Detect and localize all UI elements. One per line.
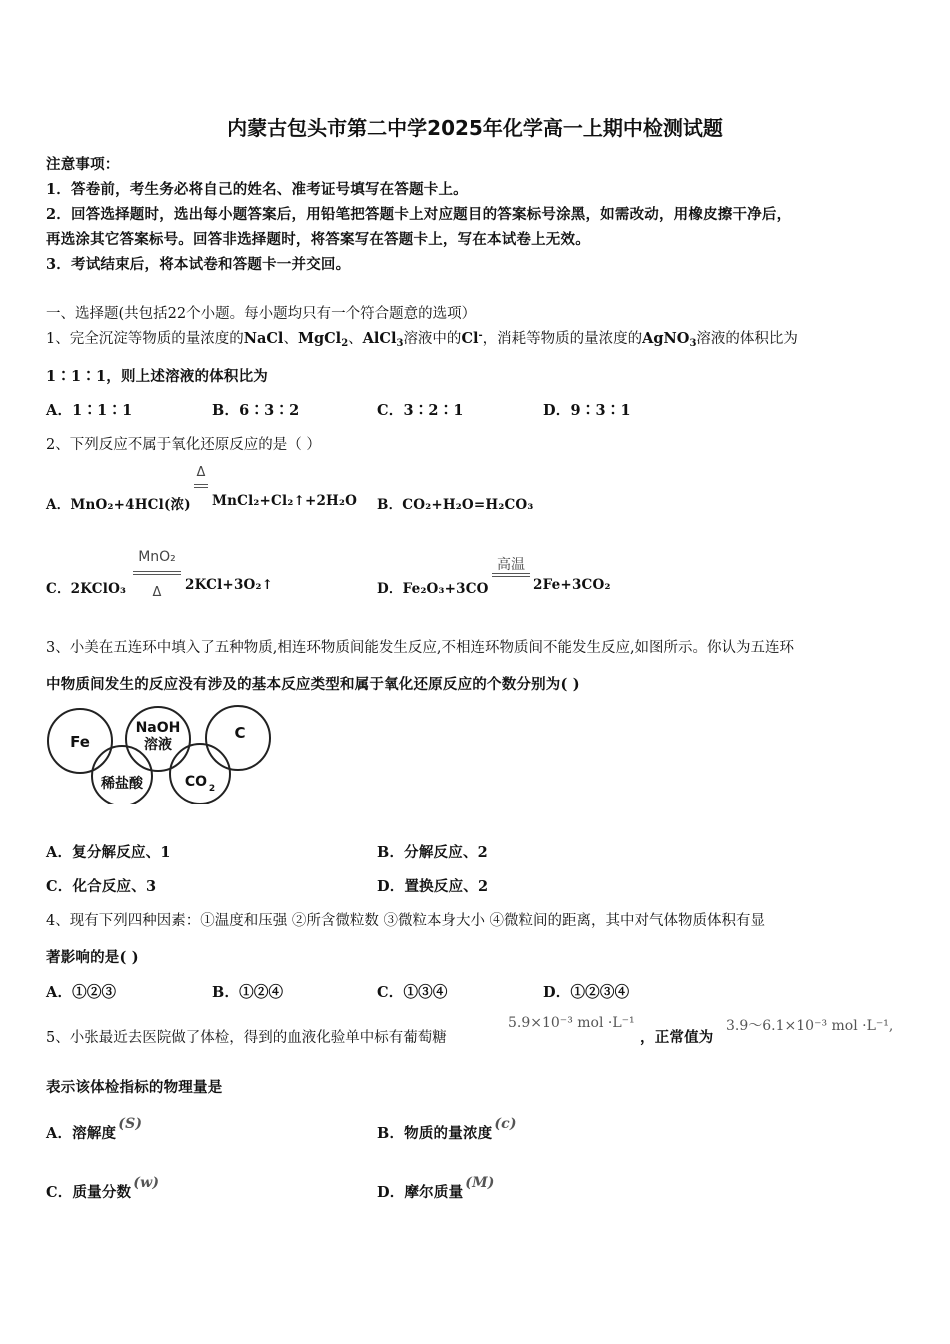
heat-condition: Δ xyxy=(152,585,162,600)
option-label: D．摩尔质量 xyxy=(377,1184,464,1201)
q3-option-a[interactable]: A．复分解反应、1 xyxy=(46,844,171,861)
catalyst-condition: MnO₂ xyxy=(138,549,176,565)
equals-sign xyxy=(133,571,181,575)
q2-option-b[interactable]: B．CO₂+H₂O=H₂CO₃ xyxy=(377,497,534,513)
notice-item: 3．考试结束后，将本试卷和答题卡一并交回。 xyxy=(46,256,351,273)
q4-option-d[interactable]: D．①②③④ xyxy=(543,984,630,1001)
q2-option-d-right: 2Fe+3CO₂ xyxy=(533,577,611,593)
q3-option-c[interactable]: C．化合反应、3 xyxy=(46,878,157,895)
q2-option-c-right: 2KCl+3O₂↑ xyxy=(185,577,274,593)
q4-option-a[interactable]: A．①②③ xyxy=(46,984,117,1001)
ring-label: 稀盐酸 xyxy=(101,776,143,792)
q1-text: ，消耗等物质的量浓度的 xyxy=(482,331,643,347)
option-label: C．质量分数 xyxy=(46,1184,132,1201)
q1-text: 1、完全沉淀等物质的量浓度的 xyxy=(46,331,244,347)
ring-label: NaOH xyxy=(135,720,181,736)
notice-item: 1．答卷前，考生务必将自己的姓名、准考证号填写在答题卡上。 xyxy=(46,181,468,198)
q1-text: 溶液中的 xyxy=(403,331,462,347)
q2-option-c-left[interactable]: C．2KClO₃ xyxy=(46,581,127,597)
question-3-line2: 中物质间发生的反应没有涉及的基本反应类型和属于氧化还原反应的个数分别为( ) xyxy=(46,676,580,693)
high-temp-condition: 高温 xyxy=(497,557,525,573)
q5-option-a[interactable] xyxy=(46,1116,143,1143)
equals-sign xyxy=(492,573,530,577)
q1-sep: 、 xyxy=(283,331,298,347)
q1-cl: Cl- xyxy=(461,330,483,347)
q1-option-d[interactable]: D．9∶3∶1 xyxy=(543,402,631,419)
page-title: 内蒙古包头市第二中学2025年化学高一上期中检测试题 xyxy=(227,116,723,140)
notice-item: 再选涂其它答案标号。回答非选择题时，将答案写在答题卡上，写在本试卷上无效。 xyxy=(46,231,590,248)
question-2-stem: 2、下列反应不属于氧化还原反应的是（ ） xyxy=(46,437,321,453)
question-4-line2: 著影响的是( ) xyxy=(46,949,139,966)
ring-label: 溶液 xyxy=(144,737,172,753)
question-5-line2: 表示该体检指标的物理量是 xyxy=(46,1079,223,1096)
q4-option-c[interactable]: C．①③④ xyxy=(377,984,448,1001)
q3-option-b[interactable]: B．分解反应、2 xyxy=(377,844,488,861)
notice-item: 2．回答选择题时，选出每小题答案后，用铅笔把答题卡上对应题目的答案标号涂黑，如需改动，用橡皮擦干净后， xyxy=(46,206,792,223)
heat-condition: Δ xyxy=(196,465,206,480)
q2-option-a-left[interactable]: A．MnO₂+4HCl(浓) xyxy=(46,497,191,513)
normal-range: 3.9～6.1×10⁻³ mol ·L⁻¹, xyxy=(726,1018,894,1034)
option-symbol: (M) xyxy=(465,1175,495,1191)
question-5-stem: 5、小张最近去医院做了体检，得到的血液化验单中标有葡萄糖 xyxy=(46,1030,447,1046)
notice-heading: 注意事项： xyxy=(46,156,120,173)
q5-option-b[interactable] xyxy=(377,1116,517,1143)
ring-label: C xyxy=(234,724,246,742)
glucose-value: 5.9×10⁻³ mol ·L⁻¹ xyxy=(508,1015,635,1031)
option-label: B．物质的量浓度 xyxy=(377,1125,493,1142)
ring-label: 2 xyxy=(208,784,216,794)
five-rings-diagram xyxy=(44,704,274,804)
q4-option-b[interactable]: B．①②④ xyxy=(212,984,284,1001)
option-symbol: (S) xyxy=(118,1116,143,1132)
option-symbol: (c) xyxy=(494,1116,517,1132)
q1-nacl: NaCl xyxy=(243,330,284,347)
q1-text: 溶液的体积比为 xyxy=(696,331,798,347)
equals-sign xyxy=(194,484,208,488)
q2-option-d-left[interactable]: D．Fe₂O₃+3CO xyxy=(377,581,489,597)
q5-text: ，正常值为 xyxy=(640,1029,714,1046)
q1-agno3: AgNO$_3$ xyxy=(642,330,697,349)
option-label: A．溶解度 xyxy=(46,1125,117,1142)
question-1-stem xyxy=(46,327,798,349)
q1-alcl: AlCl$_3$ xyxy=(362,330,404,349)
q1-option-c[interactable]: C．3∶2∶1 xyxy=(377,402,464,419)
q2-option-a-right: MnCl₂+Cl₂↑+2H₂O xyxy=(212,493,358,509)
q1-option-b[interactable]: B．6∶3∶2 xyxy=(212,402,300,419)
q1-mgcl: MgCl$_2$ xyxy=(297,330,349,349)
question-3-line1: 3、小美在五连环中填入了五种物质,相连环物质间能发生反应,不相连环物质间不能发生反应,如图所示。你认为五连环 xyxy=(46,640,795,656)
q5-option-d[interactable] xyxy=(377,1175,495,1202)
ring-label: CO xyxy=(184,774,208,790)
question-4-line1: 4、现有下列四种因素：①温度和压强 ②所含微粒数 ③微粒本身大小 ④微粒间的距离，其中对气体物质体积有显 xyxy=(46,913,766,929)
option-symbol: (w) xyxy=(133,1175,160,1191)
q3-option-d[interactable]: D．置换反应、2 xyxy=(377,878,489,895)
question-1-line2: 1∶1∶1，则上述溶液的体积比为 xyxy=(46,368,268,385)
q1-option-a[interactable]: A．1∶1∶1 xyxy=(46,402,133,419)
ring-label: Fe xyxy=(70,733,90,751)
q1-sep: 、 xyxy=(348,331,363,347)
section-heading: 一、选择题(共包括22个小题。每小题均只有一个符合题意的选项） xyxy=(46,306,477,322)
ring-hcl xyxy=(92,746,152,804)
q5-option-c[interactable] xyxy=(46,1175,160,1202)
